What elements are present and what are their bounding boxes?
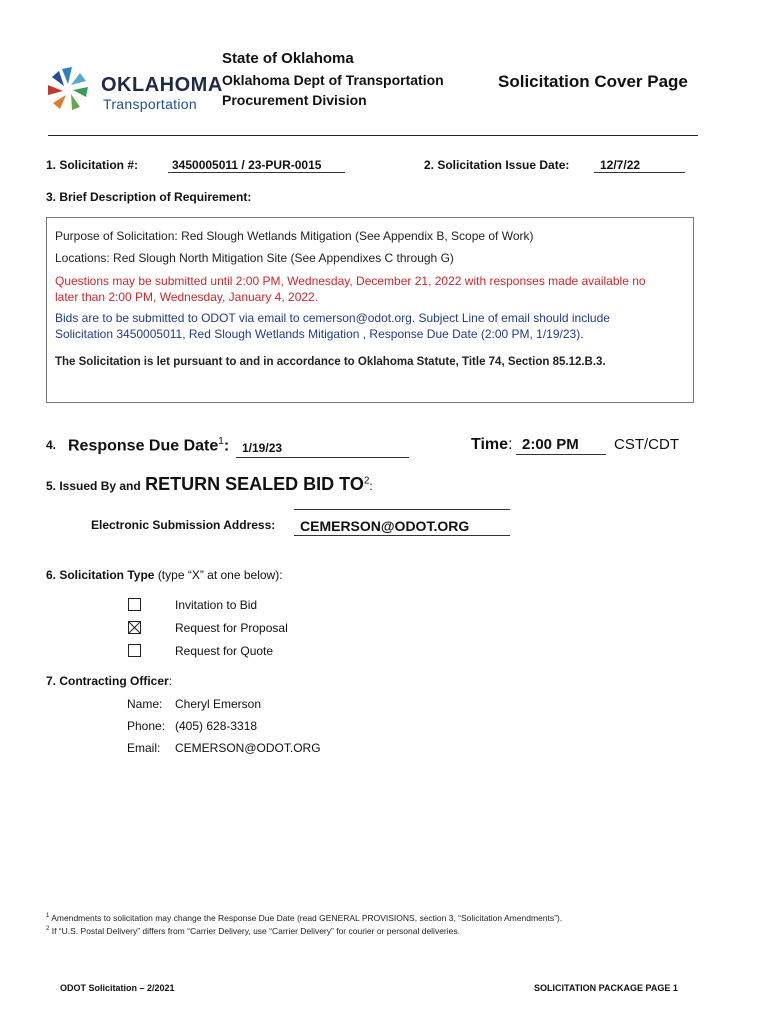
solicitation-number-value: 3450005011 / 23-PUR-0015 [168, 158, 345, 173]
officer-phone-label: Phone: [127, 719, 166, 733]
return-bid-colon: : [369, 479, 373, 493]
solicitation-type-label: 6. Solicitation Type [46, 568, 155, 582]
officer-name: Cheryl Emerson [175, 697, 262, 711]
solicitation-number-label: 1. Solicitation #: [46, 158, 139, 172]
footnote-1-text: Amendments to solicitation may change the Response Due Date (read GENERAL PROVISIONS, section 3, “Solicitation Amendments”). [51, 913, 563, 923]
state-name: State of Oklahoma [222, 50, 354, 67]
item4-number: 4. [46, 438, 57, 452]
response-due-time: 2:00 PM [516, 436, 606, 455]
officer-email-label: Email: [127, 741, 161, 755]
response-due-label [68, 436, 229, 455]
locations-text: Locations: Red Slough North Mitigation Site (See Appendixes C through G) [55, 251, 454, 265]
description-box [46, 217, 694, 403]
officer-email[interactable]: CEMERSON@ODOT.ORG [175, 741, 321, 755]
contracting-officer-colon: : [168, 674, 173, 688]
return-sealed-bid-text: RETURN SEALED BID TO [145, 474, 364, 494]
logo-star-icon [46, 63, 106, 115]
address-top-rule [294, 509, 510, 510]
footnote-2-text: If “U.S. Postal Delivery” differs from “Carrier Delivery, use “Carrier Delivery” for courier or personal deliveries. [51, 926, 460, 936]
issue-date-value: 12/7/22 [594, 158, 685, 173]
response-due-date: 1/19/23 [236, 441, 409, 458]
bids-text-line1: Bids are to be submitted to ODOT via email to cemerson@odot.org. Subject Line of email should include [55, 311, 610, 325]
contracting-officer-label: 7. Contracting Officer [46, 674, 169, 688]
solicitation-type-hint: (type “X” at one below): [157, 568, 283, 582]
submission-address-value: CEMERSON@ODOT.ORG [294, 518, 510, 536]
contracting-officer-heading [46, 674, 172, 688]
submission-address-label: Electronic Submission Address: [91, 518, 276, 532]
time-label [471, 436, 513, 454]
return-bid-heading [46, 474, 373, 495]
statute-text: The Solicitation is let pursuant to and in accordance to Oklahoma Statute, Title 74, Section 85.12.B.3. [55, 356, 606, 368]
footnote-ref-2: 2 [363, 475, 370, 487]
footnote-1 [46, 913, 562, 923]
invitation-to-bid-label: Invitation to Bid [175, 598, 258, 612]
footer-left: ODOT Solicitation – 2/2021 [60, 983, 175, 993]
bids-text-line2: Solicitation 3450005011, Red Slough Wetlands Mitigation , Response Due Date (2:00 PM, 1/19/23). [55, 327, 584, 341]
invitation-to-bid-checkbox[interactable] [128, 598, 141, 611]
officer-phone: (405) 628-3318 [175, 719, 258, 733]
header-divider [48, 135, 698, 136]
timezone-label: CST/CDT [614, 436, 679, 453]
footnote-2 [46, 926, 460, 936]
footer-right: SOLICITATION PACKAGE PAGE 1 [534, 983, 678, 993]
issued-by-text: 5. Issued By and [46, 479, 141, 493]
page-title: Solicitation Cover Page [498, 72, 688, 91]
issue-date-label: 2. Solicitation Issue Date: [424, 158, 570, 172]
purpose-text: Purpose of Solicitation: Red Slough Wetlands Mitigation (See Appendix B, Scope of Work) [55, 229, 534, 243]
division-name: Procurement Division [222, 92, 367, 108]
department-name: Oklahoma Dept of Transportation [222, 72, 444, 88]
footnote-ref-1: 1 [218, 436, 224, 447]
footnote-1-number: 1 [46, 913, 50, 920]
description-heading: 3. Brief Description of Requirement: [46, 190, 252, 204]
checked-x-icon [129, 622, 140, 633]
questions-text-line1: Questions may be submitted until 2:00 PM, Wednesday, December 21, 2022 with responses made available no [55, 274, 646, 288]
solicitation-type-heading [46, 568, 283, 582]
response-due-colon: : [223, 437, 230, 455]
officer-name-label: Name: [127, 697, 163, 711]
logo-wordmark: OKLAHOMA [101, 74, 223, 96]
request-for-proposal-label: Request for Proposal [175, 621, 288, 635]
footnote-2-number: 2 [46, 926, 50, 933]
questions-text-line2: later than 2:00 PM, Wednesday, January 4, 2022. [55, 290, 319, 304]
time-label-text: Time [471, 436, 509, 453]
time-colon: : [508, 436, 513, 453]
request-for-quote-label: Request for Quote [175, 644, 274, 658]
logo-subtitle: Transportation [103, 96, 197, 112]
response-due-label-text: Response Due Date [68, 437, 219, 455]
request-for-quote-checkbox[interactable] [128, 644, 141, 657]
request-for-proposal-checkbox[interactable] [128, 621, 141, 634]
